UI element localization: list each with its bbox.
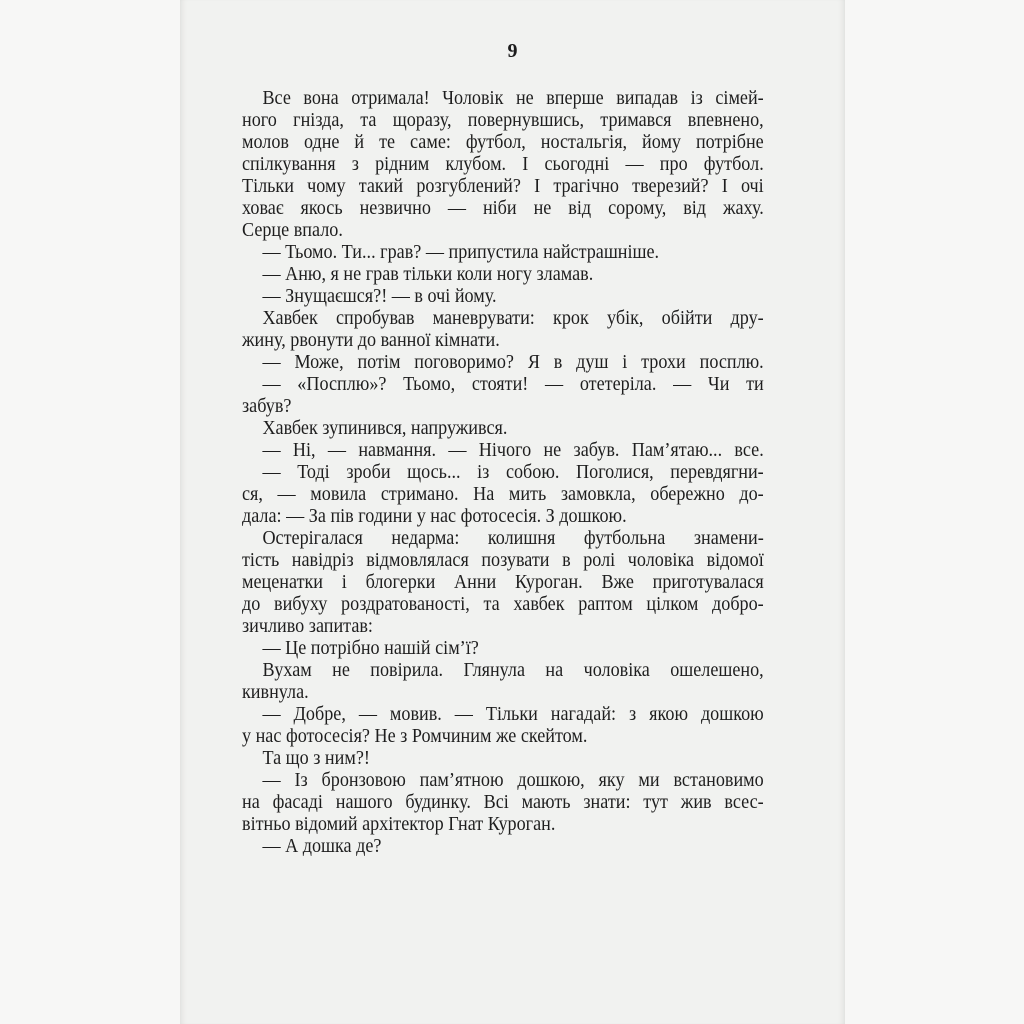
text-line: — Ні, — навмання. — Нічого не забув. Пам’ятаю... все. bbox=[262, 440, 764, 461]
text-line: жину, рвонути до ванної кімнати. bbox=[242, 330, 500, 351]
text-line: на фасаді нашого будинку. Всі мають знати: тут жив всес- bbox=[242, 792, 764, 813]
text-line: молов одне й те саме: футбол, ностальгія, йому потрібне bbox=[242, 132, 764, 153]
text-line: Хавбек спробував маневрувати: крок убік, обійти дру- bbox=[262, 308, 764, 329]
page-number: 9 bbox=[507, 40, 518, 62]
text-line: вітньо відомий архітектор Гнат Куроган. bbox=[242, 814, 556, 835]
text-line: Вухам не повірила. Глянула на чоловіка ошелешено, bbox=[262, 660, 764, 681]
text-line: — Із бронзовою пам’ятною дошкою, яку ми встановимо bbox=[262, 770, 764, 791]
text-line: Та що з ним?! bbox=[262, 748, 370, 769]
text-line: — Знущаєшся?! — в очі йому. bbox=[262, 286, 497, 307]
text-line: ся, — мовила стримано. На мить замовкла, обережно до- bbox=[242, 484, 764, 505]
book-page bbox=[180, 0, 845, 1024]
text-line: Хавбек зупинився, напружився. bbox=[262, 418, 508, 439]
text-line: — Може, потім поговоримо? Я в душ і трохи посплю. bbox=[262, 352, 764, 373]
text-line: Все вона отримала! Чоловік не вперше випадав із сімей- bbox=[262, 88, 764, 109]
text-line: — Тьомо. Ти... грав? — припустила найстрашніше. bbox=[262, 242, 660, 263]
text-line: меценатки і блогерки Анни Куроган. Вже приготувалася bbox=[242, 572, 764, 593]
text-line: у нас фотосесія? Не з Ромчиним же скейтом. bbox=[242, 726, 588, 747]
text-line: кивнула. bbox=[242, 682, 309, 703]
text-line: ховає якось незвично — ніби не від сорому, від жаху. bbox=[242, 198, 764, 219]
text-line: Серце впало. bbox=[242, 220, 343, 241]
page-text bbox=[242, 88, 764, 858]
text-line: — «Посплю»? Тьомо, стояти! — отетеріла. — Чи ти bbox=[262, 374, 764, 395]
text-line: — А дошка де? bbox=[262, 836, 382, 857]
text-line: Тільки чому такий розгублений? І трагічно тверезий? І очі bbox=[242, 176, 764, 197]
text-line: — Аню, я не грав тільки коли ногу зламав. bbox=[262, 264, 594, 285]
text-line: зичливо запитав: bbox=[242, 616, 373, 637]
text-line: дала: — За пів години у нас фотосесія. З дошкою. bbox=[242, 506, 627, 527]
text-line: забув? bbox=[242, 396, 292, 417]
text-line: спілкування з рідним клубом. І сьогодні — про футбол. bbox=[242, 154, 764, 175]
text-line: тість навідріз відмовлялася позувати в ролі чоловіка відомої bbox=[242, 550, 764, 571]
text-line: — Це потрібно нашій сім’ї? bbox=[262, 638, 479, 659]
text-line: ного гнізда, та щоразу, повернувшись, тримався впевнено, bbox=[242, 110, 764, 131]
text-line: — Добре, — мовив. — Тільки нагадай: з якою дошкою bbox=[262, 704, 764, 725]
text-line: — Тоді зроби щось... із собою. Поголися, перевдягни- bbox=[262, 462, 764, 483]
text-line: до вибуху роздратованості, та хавбек раптом цілком добро- bbox=[242, 594, 764, 615]
text-line: Остерігалася недарма: колишня футбольна знамени- bbox=[262, 528, 764, 549]
